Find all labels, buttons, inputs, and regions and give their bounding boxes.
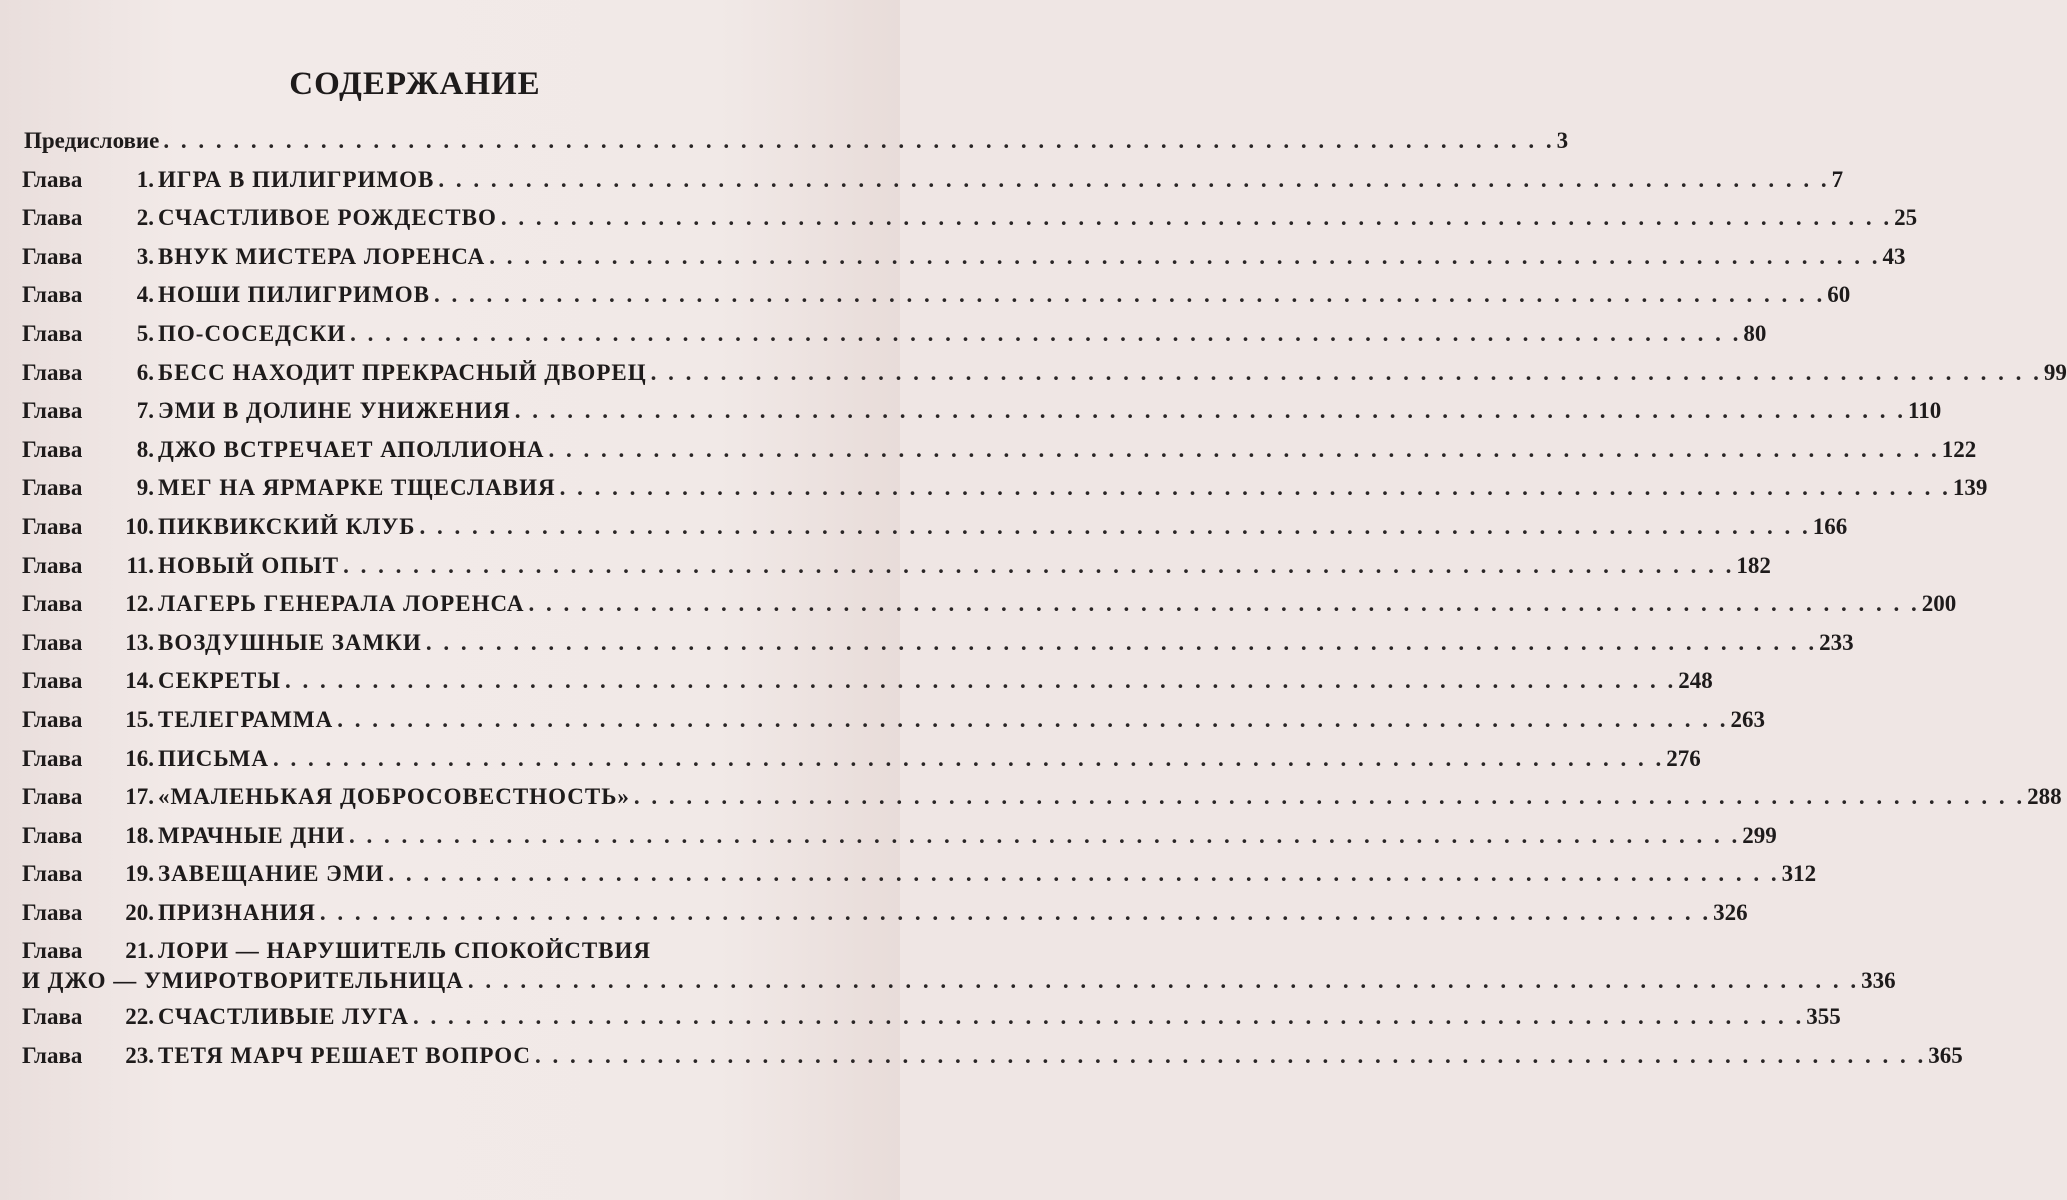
- chapter-number: 7.: [136, 398, 154, 424]
- entry-page: 43: [1882, 243, 1906, 269]
- entry-title: Предисловие: [24, 128, 160, 153]
- chapter-number: 6.: [136, 359, 154, 385]
- chapter-word: Глава: [22, 822, 83, 848]
- entry-page: 233: [1819, 629, 1854, 655]
- dot-leader: . . . . . . . . . . . . . . . . . . . . . . . . . . . . . . . . . . . . . . . . . . . . . . . . . . . . . . . . . . . . . . . . . . . . . . . . . . . . . . . .: [419, 513, 1811, 539]
- entry-page: 365: [1928, 1043, 1963, 1069]
- entry-page: 99: [2043, 359, 2067, 385]
- chapter-number: 8.: [136, 436, 154, 462]
- chapter-word: Глава: [22, 629, 83, 655]
- toc-entry-chapter[interactable]: [22, 435, 1977, 474]
- chapter-word: Глава: [22, 591, 83, 617]
- chapter-number: 16.: [125, 745, 154, 771]
- chapter-word: Глава: [22, 1043, 83, 1069]
- dot-leader: . . . . . . . . . . . . . . . . . . . . . . . . . . . . . . . . . . . . . . . . . . . . . . . . . . . . . . . . . . . . . . . . . . . . . . . . . . . . . . . .: [343, 552, 1735, 578]
- dot-leader: . . . . . . . . . . . . . . . . . . . . . . . . . . . . . . . . . . . . . . . . . . . . . . . . . . . . . . . . . . . . . . . . . . . . . . . . . . . . . . . .: [284, 668, 1677, 694]
- toc-entry-chapter[interactable]: [22, 1002, 1841, 1041]
- entry-page: 139: [1952, 475, 1988, 501]
- chapter-number: 1.: [136, 166, 154, 192]
- entry-title: ЛОРИ — НАРУШИТЕЛЬ СПОКОЙСТВИЯ: [158, 938, 652, 964]
- entry-title: ВОЗДУШНЫЕ ЗАМКИ: [158, 629, 422, 655]
- dot-leader: . . . . . . . . . . . . . . . . . . . . . . . . . . . . . . . . . . . . . . . . . . . . . . . . . . . . . . . . . . . . . . . . . . . . . . . . . . . . . . . .: [348, 822, 1741, 848]
- entry-title: НОШИ ПИЛИГРИМОВ: [158, 282, 430, 308]
- toc-entry-chapter[interactable]: [22, 628, 1854, 667]
- entry-title: СЧАСТЛИВЫЕ ЛУГА: [158, 1004, 409, 1030]
- chapter-number: 2.: [136, 205, 154, 231]
- entry-page: 336: [1861, 968, 1896, 994]
- toc-entry-chapter[interactable]: [22, 551, 1771, 590]
- entry-page: 288: [2027, 784, 2062, 810]
- chapter-word: Глава: [22, 938, 83, 964]
- chapter-number: 19.: [125, 861, 154, 887]
- dot-leader: . . . . . . . . . . . . . . . . . . . . . . . . . . . . . . . . . . . . . . . . . . . . . . . . . . . . . . . . . . . . . . . . . . . . . . . . . . . . . . . .: [528, 591, 1920, 617]
- dot-leader: . . . . . . . . . . . . . . . . . . . . . . . . . . . . . . . . . . . . . . . . . . . . . . . . . . . . . . . . . . . . . . . . . . . . . . . . . . . . . . . .: [350, 320, 1742, 346]
- dot-leader: . . . . . . . . . . . . . . . . . . . . . . . . . . . . . . . . . . . . . . . . . . . . . . . . . . . . . . . . . . . . . . . . . . . . . . . . . . . . . . . .: [489, 243, 1881, 269]
- entry-title: СЕКРЕТЫ: [158, 668, 281, 694]
- page-title: СОДЕРЖАНИЕ: [289, 66, 541, 102]
- entry-page: 7: [1831, 166, 1844, 192]
- entry-title: ЛАГЕРЬ ГЕНЕРАЛА ЛОРЕНСА: [158, 591, 525, 617]
- entry-title: ЗАВЕЩАНИЕ ЭМИ: [158, 861, 385, 887]
- entry-title-line2: И ДЖО — УМИРОТВОРИТЕЛЬНИЦА: [22, 968, 464, 994]
- chapter-number: 10.: [125, 513, 154, 539]
- entry-page: 263: [1730, 706, 1765, 732]
- dot-leader: . . . . . . . . . . . . . . . . . . . . . . . . . . . . . . . . . . . . . . . . . . . . . . . . . . . . . . . . . . . . . . . . . . . . . . . . . . . . . . . .: [425, 629, 1818, 655]
- toc-entry-chapter[interactable]: [22, 319, 1767, 358]
- chapter-number: 23.: [125, 1043, 154, 1069]
- entry-page: 122: [1941, 436, 1977, 462]
- dot-leader: . . . . . . . . . . . . . . . . . . . . . . . . . . . . . . . . . . . . . . . . . . . . . . . . . . . . . . . . . . . . . . . . . . . . . . . . . . . . . . . .: [413, 1004, 1805, 1030]
- toc-entry-chapter[interactable]: [22, 396, 1942, 435]
- entry-title: ПИСЬМА: [158, 745, 269, 771]
- entry-page: 25: [1894, 205, 1918, 231]
- entry-page: 166: [1812, 513, 1848, 539]
- toc-entry-preface[interactable]: [22, 126, 1569, 165]
- entry-page: 248: [1678, 668, 1713, 694]
- entry-title: ИГРА В ПИЛИГРИМОВ: [158, 166, 435, 192]
- chapter-number: 12.: [125, 591, 154, 617]
- chapter-number: 5.: [136, 320, 154, 346]
- entry-title: ЭМИ В ДОЛИНЕ УНИЖЕНИЯ: [158, 398, 511, 424]
- toc-entry-chapter[interactable]: [22, 203, 1918, 242]
- chapter-number: 15.: [125, 706, 154, 732]
- chapter-word: Глава: [22, 398, 83, 424]
- entry-title: ДЖО ВСТРЕЧАЕТ АПОЛЛИОНА: [158, 436, 545, 462]
- entry-title: БЕСС НАХОДИТ ПРЕКРАСНЫЙ ДВОРЕЦ: [158, 359, 647, 385]
- dot-leader: . . . . . . . . . . . . . . . . . . . . . . . . . . . . . . . . . . . . . . . . . . . . . . . . . . . . . . . . . . . . . . . . . . . . . . . . . . . . . . . .: [548, 436, 1940, 462]
- chapter-word: Глава: [22, 166, 83, 192]
- entry-page: 312: [1781, 861, 1817, 887]
- chapter-word: Глава: [22, 282, 83, 308]
- chapter-number: 4.: [136, 282, 154, 308]
- entry-title: ТЕЛЕГРАММА: [158, 706, 334, 732]
- entry-page: 60: [1827, 282, 1851, 308]
- chapter-word: Глава: [22, 1004, 83, 1030]
- dot-leader: . . . . . . . . . . . . . . . . . . . . . . . . . . . . . . . . . . . . . . . . . . . . . . . . . . . . . . . . . . . . . . . . . . . . . . . . . . . . . . . .: [163, 128, 1555, 153]
- chapter-word: Глава: [22, 320, 83, 346]
- chapter-word: Глава: [22, 706, 83, 732]
- table-of-contents: [22, 126, 2067, 1080]
- dot-leader: . . . . . . . . . . . . . . . . . . . . . . . . . . . . . . . . . . . . . . . . . . . . . . . . . . . . . . . . . . . . . . . . . . . . . . . . . . . . . . . .: [388, 861, 1780, 887]
- chapter-word: Глава: [22, 861, 83, 887]
- chapter-number: 21.: [125, 938, 154, 964]
- toc-entry-chapter[interactable]: [22, 898, 1748, 937]
- entry-title: ПИКВИКСКИЙ КЛУБ: [158, 513, 416, 539]
- toc-entry-chapter[interactable]: [22, 358, 2067, 397]
- chapter-word: Глава: [22, 513, 83, 539]
- dot-leader: . . . . . . . . . . . . . . . . . . . . . . . . . . . . . . . . . . . . . . . . . . . . . . . . . . . . . . . . . . . . . . . . . . . . . . . . . . . . . . . .: [434, 282, 1826, 308]
- toc-entry-chapter[interactable]: [22, 936, 1896, 1002]
- toc-entry-chapter[interactable]: [22, 242, 1906, 281]
- entry-page: 299: [1742, 822, 1777, 848]
- dot-leader: . . . . . . . . . . . . . . . . . . . . . . . . . . . . . . . . . . . . . . . . . . . . . . . . . . . . . . . . . . . . . . . . . . . . . . . . . . . . . . . .: [650, 359, 2042, 385]
- dot-leader: . . . . . . . . . . . . . . . . . . . . . . . . . . . . . . . . . . . . . . . . . . . . . . . . . . . . . . . . . . . . . . . . . . . . . . . . . . . . . . . .: [319, 899, 1712, 925]
- chapter-word: Глава: [22, 359, 83, 385]
- chapter-word: Глава: [22, 899, 83, 925]
- chapter-word: Глава: [22, 475, 83, 501]
- dot-leader: . . . . . . . . . . . . . . . . . . . . . . . . . . . . . . . . . . . . . . . . . . . . . . . . . . . . . . . . . . . . . . . . . . . . . . . . . . . . . . . .: [535, 1043, 1927, 1069]
- entry-title: ТЕТЯ МАРЧ РЕШАЕТ ВОПРОС: [158, 1043, 532, 1069]
- entry-page: 355: [1806, 1004, 1841, 1030]
- dot-leader: . . . . . . . . . . . . . . . . . . . . . . . . . . . . . . . . . . . . . . . . . . . . . . . . . . . . . . . . . . . . . . . . . . . . . . . . . . . . . . . .: [514, 398, 1906, 424]
- toc-entry-chapter[interactable]: [22, 473, 1988, 512]
- entry-page: 3: [1556, 128, 1569, 153]
- toc-entry-chapter[interactable]: [22, 165, 1844, 204]
- entry-title: ВНУК МИСТЕРА ЛОРЕНСА: [158, 243, 486, 269]
- toc-entry-chapter[interactable]: [22, 512, 1848, 551]
- toc-entry-chapter[interactable]: [22, 859, 1817, 898]
- toc-entry-chapter[interactable]: [22, 744, 1701, 783]
- entry-page: 326: [1713, 899, 1748, 925]
- entry-title: «МАЛЕНЬКАЯ ДОБРОСОВЕСТНОСТЬ»: [158, 784, 630, 810]
- entry-page: 276: [1666, 745, 1701, 771]
- chapter-number: 11.: [126, 552, 154, 578]
- dot-leader: . . . . . . . . . . . . . . . . . . . . . . . . . . . . . . . . . . . . . . . . . . . . . . . . . . . . . . . . . . . . . . . . . . . . . . . . . . . . . . . .: [273, 745, 1665, 771]
- toc-entry-chapter[interactable]: [22, 1041, 1963, 1080]
- entry-title: ПО-СОСЕДСКИ: [158, 320, 347, 346]
- chapter-number: 20.: [125, 899, 154, 925]
- dot-leader: . . . . . . . . . . . . . . . . . . . . . . . . . . . . . . . . . . . . . . . . . . . . . . . . . . . . . . . . . . . . . . . . . . . . . . . . . . . . . . . .: [559, 475, 1951, 501]
- entry-title: НОВЫЙ ОПЫТ: [158, 552, 340, 578]
- entry-title: МРАЧНЫЕ ДНИ: [158, 822, 345, 848]
- chapter-number: 3.: [136, 243, 154, 269]
- entry-title: СЧАСТЛИВОЕ РОЖДЕСТВО: [158, 205, 497, 231]
- entry-page: 110: [1908, 398, 1942, 424]
- toc-entry-chapter[interactable]: [22, 589, 1957, 628]
- toc-entry-chapter[interactable]: [22, 782, 2062, 821]
- entry-title: МЕГ НА ЯРМАРКЕ ТЩЕСЛАВИЯ: [158, 475, 556, 501]
- dot-leader: . . . . . . . . . . . . . . . . . . . . . . . . . . . . . . . . . . . . . . . . . . . . . . . . . . . . . . . . . . . . . . . . . . . . . . . . . . . . . . . .: [633, 784, 2026, 810]
- toc-entry-chapter[interactable]: [22, 280, 1851, 319]
- chapter-word: Глава: [22, 552, 83, 578]
- toc-entry-chapter[interactable]: [22, 821, 1777, 860]
- chapter-word: Глава: [22, 436, 83, 462]
- chapter-number: 17.: [125, 784, 154, 810]
- entry-title: ПРИЗНАНИЯ: [158, 899, 316, 925]
- dot-leader: . . . . . . . . . . . . . . . . . . . . . . . . . . . . . . . . . . . . . . . . . . . . . . . . . . . . . . . . . . . . . . . . . . . . . . . . . . . . . . . .: [467, 968, 1860, 994]
- chapter-number: 13.: [125, 629, 154, 655]
- chapter-word: Глава: [22, 784, 83, 810]
- toc-entry-chapter[interactable]: [22, 705, 1765, 744]
- chapter-word: Глава: [22, 205, 83, 231]
- toc-entry-chapter[interactable]: [22, 666, 1713, 705]
- entry-page: 80: [1743, 320, 1767, 346]
- chapter-word: Глава: [22, 243, 83, 269]
- chapter-word: Глава: [22, 668, 83, 694]
- chapter-word: Глава: [22, 745, 83, 771]
- dot-leader: . . . . . . . . . . . . . . . . . . . . . . . . . . . . . . . . . . . . . . . . . . . . . . . . . . . . . . . . . . . . . . . . . . . . . . . . . . . . . . . .: [500, 205, 1893, 231]
- chapter-number: 9.: [136, 475, 154, 501]
- entry-page: 182: [1736, 552, 1771, 578]
- entry-page: 200: [1921, 591, 1957, 617]
- dot-leader: . . . . . . . . . . . . . . . . . . . . . . . . . . . . . . . . . . . . . . . . . . . . . . . . . . . . . . . . . . . . . . . . . . . . . . . . . . . . . . . .: [337, 706, 1729, 732]
- chapter-number: 14.: [125, 668, 154, 694]
- chapter-number: 18.: [125, 822, 154, 848]
- chapter-number: 22.: [125, 1004, 154, 1030]
- dot-leader: . . . . . . . . . . . . . . . . . . . . . . . . . . . . . . . . . . . . . . . . . . . . . . . . . . . . . . . . . . . . . . . . . . . . . . . . . . . . . . . .: [438, 166, 1830, 192]
